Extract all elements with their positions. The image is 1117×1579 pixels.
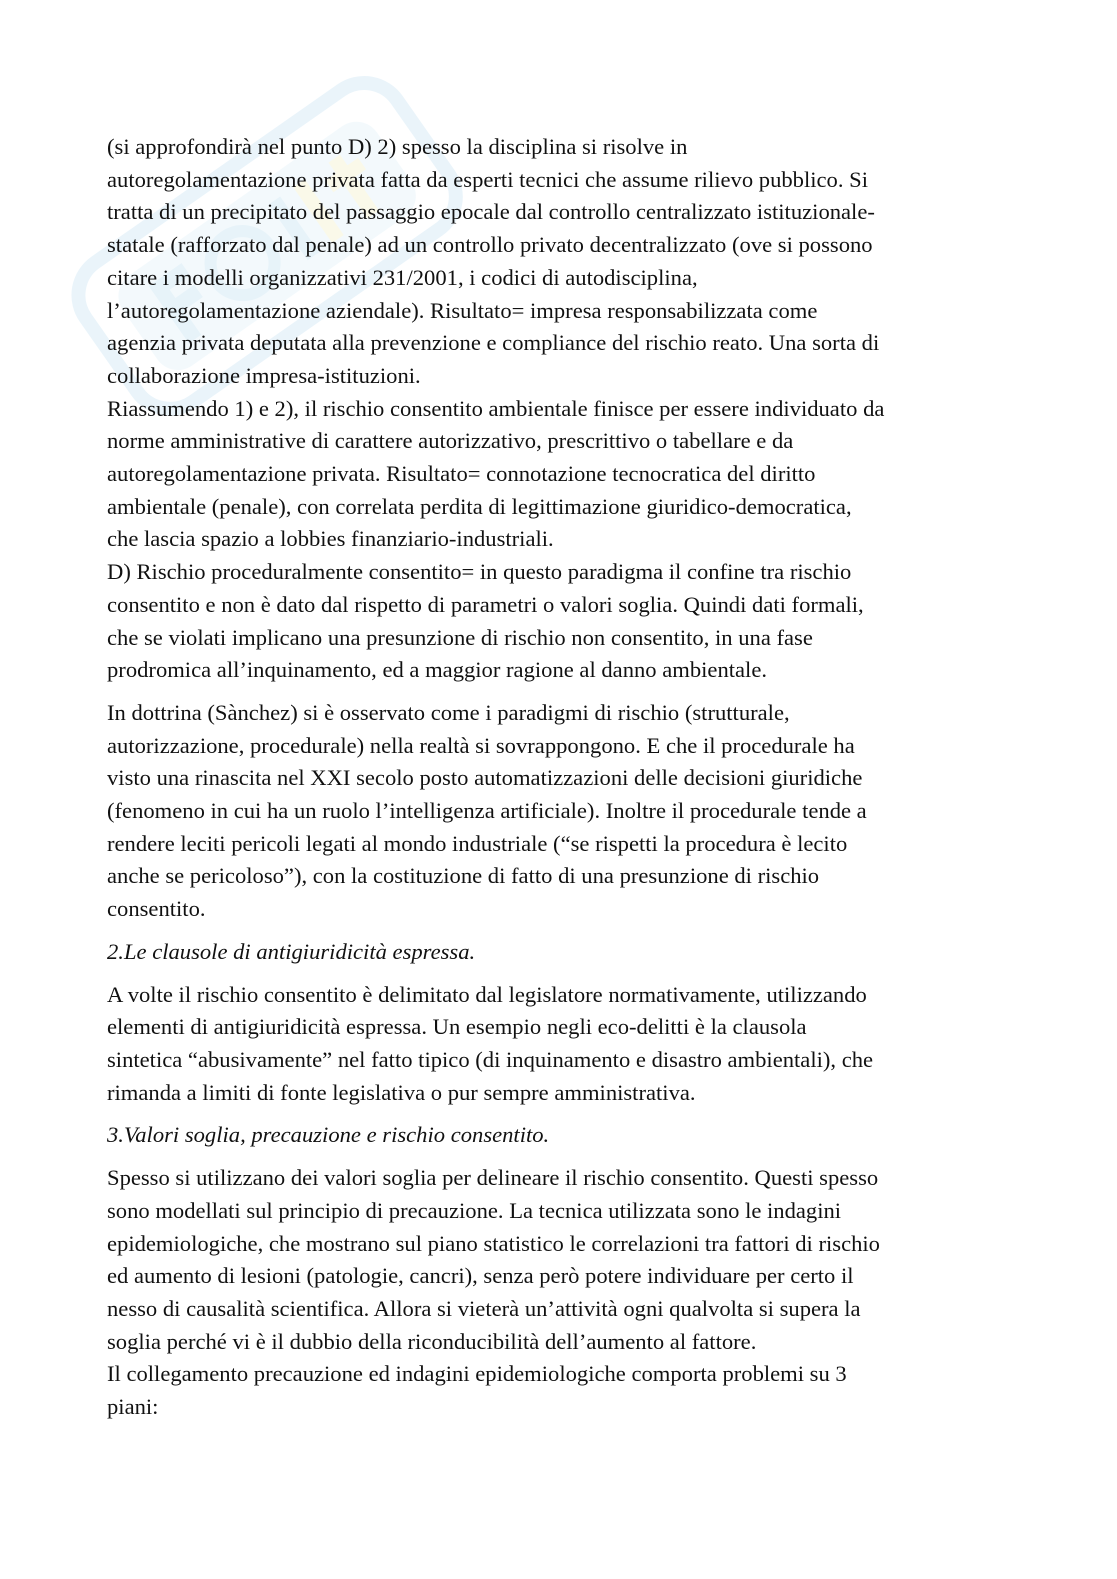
- text-line: ambientale (penale), con correlata perdita di legittimazione giuridico-democratica,: [107, 493, 852, 519]
- text-line: agenzia privata deputata alla prevenzione e compliance del rischio reato. Una sorta di: [107, 330, 880, 356]
- section-heading-valori-soglia: [107, 1119, 1017, 1152]
- text-line: Riassumendo 1) e 2), il rischio consentito ambientale finisce per essere individuato da: [107, 395, 885, 421]
- text-line: sono modellati sul principio di precauzione. La tecnica utilizzata sono le indagini: [107, 1197, 842, 1223]
- text-line: consentito.: [107, 896, 206, 922]
- text-line: elementi di antigiuridicità espressa. Un esempio negli eco-delitti è la clausola: [107, 1014, 807, 1040]
- heading-text: 3.Valori soglia, precauzione e rischio consentito.: [107, 1122, 550, 1148]
- paragraph-rischio-procedurale: [107, 131, 1017, 687]
- text-line: consentito e non è dato dal rispetto di parametri o valori soglia. Quindi dati formali,: [107, 591, 864, 617]
- text-line: che lascia spazio a lobbies finanziario-industriali.: [107, 526, 554, 552]
- text-line: epidemiologiche, che mostrano sul piano statistico le correlazioni tra fattori di rischio: [107, 1230, 880, 1256]
- section-heading-clausole: [107, 936, 1017, 969]
- text-line: prodromica all’inquinamento, ed a maggior ragione al danno ambientale.: [107, 657, 768, 683]
- text-line: autoregolamentazione privata. Risultato= connotazione tecnocratica del diritto: [107, 461, 816, 487]
- text-line: tratta di un precipitato del passaggio epocale dal controllo centralizzato istituzionale-: [107, 199, 875, 225]
- text-line: nesso di causalità scientifica. Allora si vieterà un’attività ogni qualvolta si supera la: [107, 1295, 861, 1321]
- text-line: (si approfondirà nel punto D) 2) spesso la disciplina si risolve in: [107, 134, 688, 159]
- text-line: autorizzazione, procedurale) nella realtà si sovrappongono. E che il procedurale ha: [107, 732, 855, 758]
- text-line: rimanda a limiti di fonte legislativa o pur sempre amministrativa.: [107, 1079, 696, 1105]
- text-line: autoregolamentazione privata fatta da esperti tecnici che assume rilievo pubblico. Si: [107, 166, 868, 192]
- text-line: Il collegamento precauzione ed indagini epidemiologiche comporta problemi su 3: [107, 1361, 847, 1387]
- text-line: A volte il rischio consentito è delimitato dal legislatore normativamente, utilizzando: [107, 981, 867, 1007]
- text-line: collaborazione impresa-istituzioni.: [107, 362, 421, 388]
- text-line: l’autoregolamentazione aziendale). Risultato= impresa responsabilizzata come: [107, 297, 818, 323]
- text-line: sintetica “abusivamente” nel fatto tipico (di inquinamento e disastro ambientali), che: [107, 1046, 874, 1072]
- text-line: visto una rinascita nel XXI secolo posto automatizzazioni delle decisioni giuridiche: [107, 765, 863, 791]
- text-line: che se violati implicano una presunzione di rischio non consentito, in una fase: [107, 624, 813, 650]
- text-line: (fenomeno in cui ha un ruolo l’intelligenza artificiale). Inoltre il procedurale tende a: [107, 798, 867, 824]
- paragraph-clausole: [107, 979, 1017, 1110]
- text-line: rendere leciti pericoli legati al mondo industriale (“se rispetti la procedura è lecito: [107, 830, 848, 856]
- text-line: D) Rischio proceduralmente consentito= in questo paradigma il confine tra rischio: [107, 559, 852, 585]
- text-line: piani:: [107, 1394, 159, 1420]
- text-line: norme amministrative di carattere autorizzativo, prescrittivo o tabellare e da: [107, 428, 794, 454]
- text-line: In dottrina (Sànchez) si è osservato come i paradigmi di rischio (strutturale,: [107, 699, 790, 725]
- text-line: soglia perché vi è il dubbio della riconducibilità dell’aumento al fattore.: [107, 1328, 757, 1354]
- document-body: [107, 131, 1017, 1424]
- text-line: anche se pericoloso”), con la costituzione di fatto di una presunzione di rischio: [107, 863, 820, 889]
- paragraph-dottrina: [107, 697, 1017, 926]
- text-line: statale (rafforzato dal penale) ad un controllo privato decentralizzato (ove si possono: [107, 232, 873, 258]
- text-line: Spesso si utilizzano dei valori soglia per delineare il rischio consentito. Questi spesso: [107, 1165, 879, 1191]
- text-line: citare i modelli organizzativi 231/2001, i codici di autodisciplina,: [107, 264, 698, 290]
- paragraph-valori-soglia: [107, 1162, 1017, 1424]
- text-line: ed aumento di lesioni (patologie, cancri), senza però potere individuare per certo il: [107, 1263, 854, 1289]
- heading-text: 2.Le clausole di antigiuridicità espressa.: [107, 938, 476, 964]
